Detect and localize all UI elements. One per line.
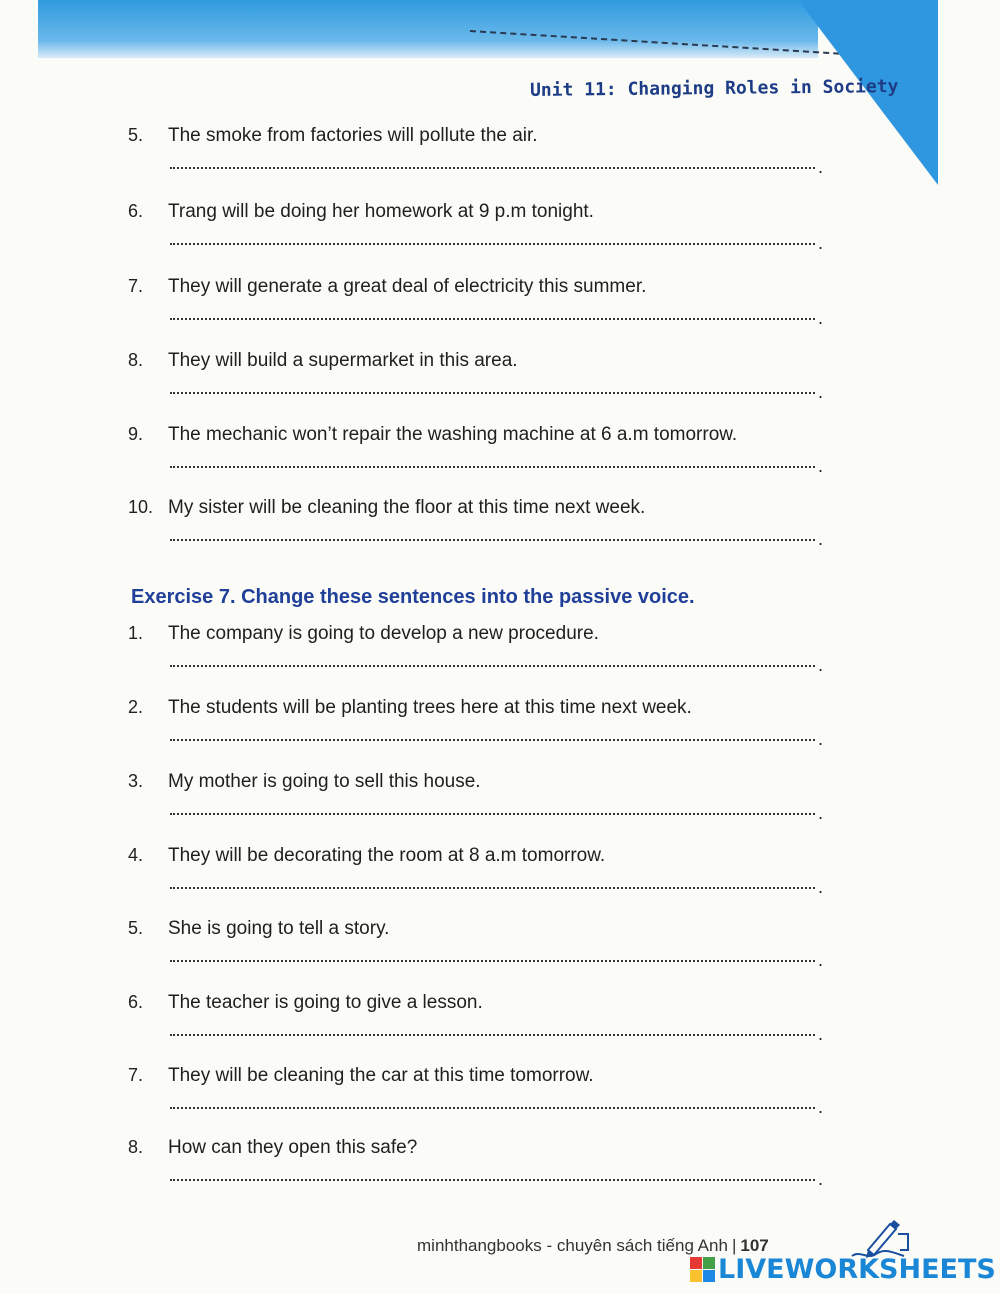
item-number: 5. xyxy=(128,125,144,145)
item-number: 9. xyxy=(128,424,144,444)
exercise6-item-6 xyxy=(128,201,828,275)
line-end-dot: . xyxy=(818,877,824,897)
item-sentence: The teacher is going to give a lesson. xyxy=(168,992,483,1013)
exercise7-item-8 xyxy=(128,1137,828,1211)
item-sentence: She is going to tell a story. xyxy=(168,918,390,939)
footer-separator: | xyxy=(731,1236,737,1255)
item-number: 7. xyxy=(128,276,144,296)
item-number: 10. xyxy=(128,497,154,517)
header-band xyxy=(38,0,818,58)
item-number: 1. xyxy=(128,623,144,643)
line-end-dot: . xyxy=(818,308,824,328)
item-sentence: My mother is going to sell this house. xyxy=(168,771,481,792)
answer-line[interactable] xyxy=(170,539,815,541)
line-end-dot: . xyxy=(818,1097,824,1117)
item-number: 6. xyxy=(128,992,144,1012)
item-number: 8. xyxy=(128,1137,144,1157)
line-end-dot: . xyxy=(818,1169,824,1189)
unit-title: Unit 11: Changing Roles in Society xyxy=(529,76,899,101)
line-end-dot: . xyxy=(818,456,824,476)
exercise7-item-7 xyxy=(128,1065,828,1139)
answer-line[interactable] xyxy=(170,466,815,468)
item-sentence: They will build a supermarket in this area. xyxy=(168,350,518,371)
item-sentence: The company is going to develop a new procedure. xyxy=(168,623,599,644)
exercise6-item-7 xyxy=(128,276,828,350)
item-sentence: They will be decorating the room at 8 a.m tomorrow. xyxy=(168,845,606,866)
line-end-dot: . xyxy=(818,382,824,402)
liveworksheets-logo xyxy=(690,1254,996,1284)
answer-line[interactable] xyxy=(170,960,815,962)
answer-line[interactable] xyxy=(170,887,815,889)
item-number: 7. xyxy=(128,1065,144,1085)
answer-line[interactable] xyxy=(170,665,815,667)
exercise7-item-2 xyxy=(128,697,828,771)
item-sentence: The students will be planting trees here at this time next week. xyxy=(168,697,692,718)
exercise6-item-10 xyxy=(128,497,828,571)
item-number: 2. xyxy=(128,697,144,717)
line-end-dot: . xyxy=(818,1024,824,1044)
item-number: 5. xyxy=(128,918,144,938)
line-end-dot: . xyxy=(818,233,824,253)
exercise7-item-3 xyxy=(128,771,828,845)
item-number: 3. xyxy=(128,771,144,791)
line-end-dot: . xyxy=(818,729,824,749)
item-sentence: My sister will be cleaning the floor at this time next week. xyxy=(168,497,646,518)
liveworksheets-wordmark: LIVEWORKSHEETS xyxy=(718,1253,996,1285)
answer-line[interactable] xyxy=(170,739,815,741)
item-number: 8. xyxy=(128,350,144,370)
answer-line[interactable] xyxy=(170,1107,815,1109)
exercise7-item-5 xyxy=(128,918,828,992)
answer-line[interactable] xyxy=(170,813,815,815)
answer-line[interactable] xyxy=(170,167,815,169)
item-sentence: The mechanic won’t repair the washing machine at 6 a.m tomorrow. xyxy=(168,424,738,445)
answer-line[interactable] xyxy=(170,1034,815,1036)
item-sentence: How can they open this safe? xyxy=(168,1137,418,1158)
page-number: 107 xyxy=(740,1236,769,1255)
item-sentence: The smoke from factories will pollute the air. xyxy=(168,125,538,146)
page-footer xyxy=(417,1236,769,1256)
item-sentence: They will generate a great deal of electricity this summer. xyxy=(168,276,647,297)
item-sentence: They will be cleaning the car at this time tomorrow. xyxy=(168,1065,594,1086)
exercise7-heading: Exercise 7. Change these sentences into the passive voice. xyxy=(131,586,695,608)
exercise6-item-9 xyxy=(128,424,828,498)
exercise7-item-6 xyxy=(128,992,828,1066)
answer-line[interactable] xyxy=(170,392,815,394)
item-sentence: Trang will be doing her homework at 9 p.m tonight. xyxy=(168,201,594,222)
line-end-dot: . xyxy=(818,950,824,970)
exercise7-item-1 xyxy=(128,623,828,697)
answer-line[interactable] xyxy=(170,243,815,245)
exercise6-item-8 xyxy=(128,350,828,424)
exercise7-item-4 xyxy=(128,845,828,919)
item-number: 6. xyxy=(128,201,144,221)
item-number: 4. xyxy=(128,845,144,865)
answer-line[interactable] xyxy=(170,1179,815,1181)
answer-line[interactable] xyxy=(170,318,815,320)
line-end-dot: . xyxy=(818,655,824,675)
line-end-dot: . xyxy=(818,529,824,549)
line-end-dot: . xyxy=(818,157,824,177)
publisher-text: minhthangbooks - chuyên sách tiếng Anh xyxy=(417,1236,728,1255)
liveworksheets-logo-icon xyxy=(690,1257,715,1282)
exercise6-item-5 xyxy=(128,125,828,199)
line-end-dot: . xyxy=(818,803,824,823)
